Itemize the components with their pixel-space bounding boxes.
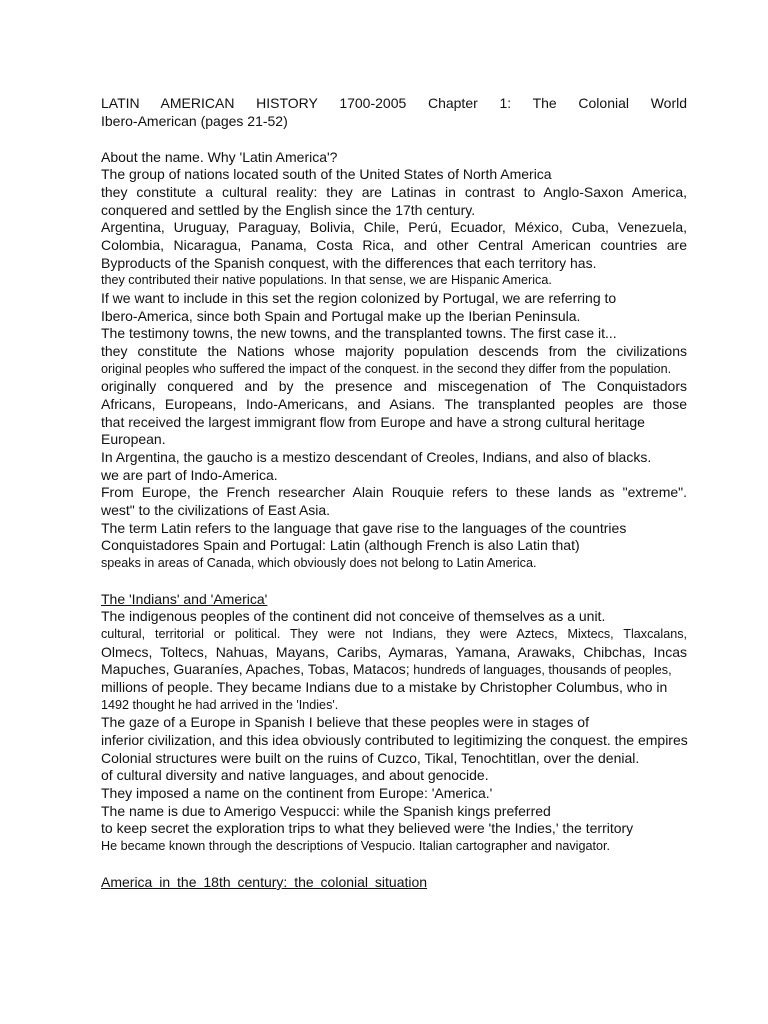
paragraph-line: The indigenous peoples of the continent did not conceive of themselves as a unit. (101, 608, 606, 624)
paragraph-line: If we want to include in this set the region colonized by Portugal, we are referring to (101, 290, 617, 306)
paragraph-line: millions of people. They became Indians due to a mistake by Christopher Columbus, who in (101, 679, 668, 695)
paragraph-line: Africans, Europeans, Indo-Americans, and Asians. The transplanted peoples are those (101, 396, 687, 412)
paragraph-line: we are part of Indo-America. (101, 467, 278, 483)
paragraph-line: The testimony towns, the new towns, and the transplanted towns. The first case it... (101, 325, 617, 341)
paragraph-line: Ibero-America, since both Spain and Portugal make up the Iberian Peninsula. (101, 308, 581, 324)
paragraph-segment: Mapuches, Guaraníes, Apaches, Tobas, Matacos; (101, 661, 410, 677)
paragraph-line: From Europe, the French researcher Alain Rouquie refers to these lands as "extreme". (101, 484, 687, 500)
paragraph-line: Conquistadores Spain and Portugal: Latin (although French is also Latin that) (101, 537, 580, 553)
section-heading-18th-century: America in the 18th century: the colonial situation (101, 874, 428, 890)
paragraph-line (101, 661, 672, 679)
paragraph-segment-small: hundreds of languages, thousands of peoples, (409, 663, 672, 677)
paragraph-line: Argentina, Uruguay, Paraguay, Bolivia, Chile, Perú, Ecuador, México, Cuba, Venezuela, (101, 219, 687, 235)
paragraph-line: The group of nations located south of the United States of North America (101, 166, 552, 182)
paragraph-line: inferior civilization, and this idea obviously contributed to legitimizing the conquest. the empires (101, 732, 688, 748)
paragraph-line: Colombia, Nicaragua, Panama, Costa Rica, and other Central American countries are (101, 237, 687, 253)
document-subtitle: Ibero-American (pages 21-52) (101, 113, 288, 129)
paragraph-line: they constitute a cultural reality: they are Latinas in contrast to Anglo-Saxon America, (101, 184, 687, 200)
section-heading-indians-america: The 'Indians' and 'America' (101, 591, 268, 607)
paragraph-line: Byproducts of the Spanish conquest, with the differences that each territory has. (101, 255, 597, 271)
paragraph-line: The name is due to Amerigo Vespucci: while the Spanish kings preferred (101, 803, 551, 819)
paragraph-line: Olmecs, Toltecs, Nahuas, Mayans, Caribs, Aymaras, Yamana, Arawaks, Chibchas, Incas (101, 644, 687, 660)
paragraph-line: to keep secret the exploration trips to what they believed were 'the Indies,' the territory (101, 820, 634, 836)
paragraph-line: cultural, territorial or political. They were not Indians, they were Aztecs, Mixtecs, Tlaxcalans, (101, 627, 687, 641)
paragraph-line: The term Latin refers to the language that gave rise to the languages of the countries (101, 520, 627, 536)
paragraph-line: 1492 thought he had arrived in the 'Indies'. (101, 698, 339, 712)
paragraph-line: of cultural diversity and native languages, and about genocide. (101, 767, 489, 783)
paragraph-line: originally conquered and by the presence and miscegenation of The Conquistadors (101, 378, 687, 394)
document-title: LATIN AMERICAN HISTORY 1700-2005 Chapter 1: The Colonial World (101, 95, 687, 111)
paragraph-line: speaks in areas of Canada, which obviously does not belong to Latin America. (101, 556, 537, 570)
section-heading-latin-america: About the name. Why 'Latin America'? (101, 149, 338, 165)
paragraph-line: original peoples who suffered the impact of the conquest. in the second they differ from the population. (101, 362, 672, 376)
paragraph-line: conquered and settled by the English since the 17th century. (101, 202, 476, 218)
paragraph-line: The gaze of a Europe in Spanish I believe that these peoples were in stages of (101, 714, 589, 730)
paragraph-line: they constitute the Nations whose majority population descends from the civilizations (101, 343, 687, 359)
paragraph-line: they contributed their native populations. In that sense, we are Hispanic America. (101, 273, 552, 287)
paragraph-line: European. (101, 431, 166, 447)
paragraph-line: that received the largest immigrant flow from Europe and have a strong cultural heritage (101, 414, 645, 430)
paragraph-line: He became known through the descriptions of Vespucio. Italian cartographer and navigator. (101, 839, 610, 853)
paragraph-line: west" to the civilizations of East Asia. (101, 502, 331, 518)
paragraph-line: In Argentina, the gaucho is a mestizo descendant of Creoles, Indians, and also of blacks. (101, 449, 652, 465)
paragraph-line: They imposed a name on the continent from Europe: 'America.' (101, 785, 493, 801)
paragraph-line: Colonial structures were built on the ruins of Cuzco, Tikal, Tenochtitlan, over the denial. (101, 750, 640, 766)
